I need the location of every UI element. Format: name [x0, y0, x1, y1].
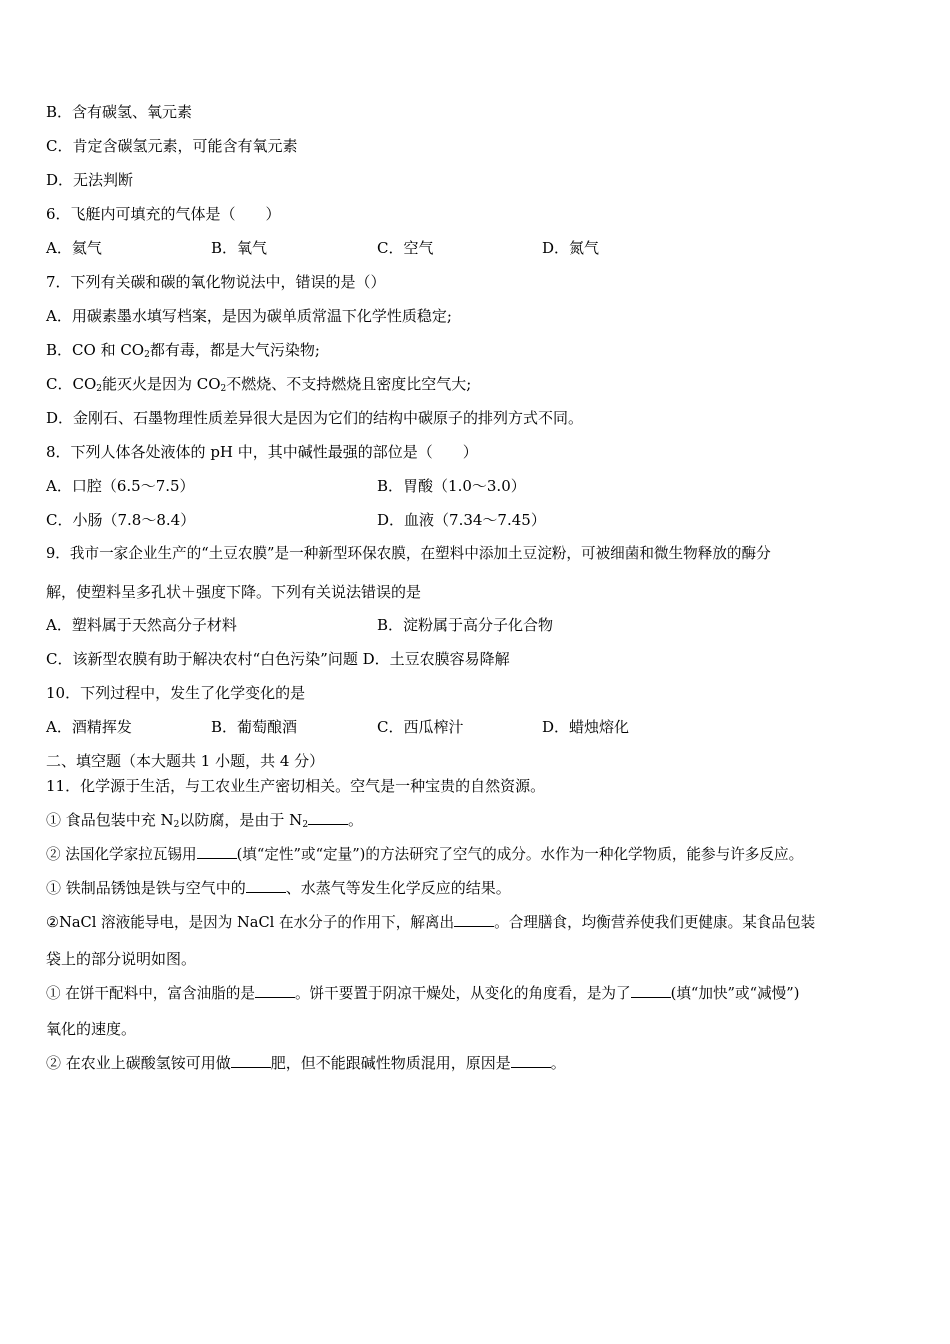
answer-blank[interactable] [197, 844, 237, 859]
q7-option-b: B．CO 和 $CO_2$都有毒，都是大气污染物; [46, 341, 320, 360]
q6-stem: 6．飞艇内可填充的气体是（ ） [46, 205, 281, 223]
q11-line-4: ②NaCl 溶液能导电，是因为 NaCl 在水分子的作用下，解离出 。合理膳食，均衡营养使我们更健康。某食品包装 [46, 914, 816, 931]
answer-blank[interactable] [255, 983, 295, 998]
q10-option-d: D．蜡烛熔化 [542, 718, 630, 736]
answer-blank[interactable] [631, 983, 671, 998]
answer-blank[interactable] [231, 1053, 271, 1068]
q11-intro: 11．化学源于生活，与工农业生产密切相关。空气是一种宝贵的自然资源。 [46, 777, 546, 795]
q6-option-c: C．空气 [377, 239, 434, 257]
q9-option-b: B．淀粉属于高分子化合物 [377, 616, 554, 634]
q9-stem-line1: 9．我市一家企业生产的“土豆农膜”是一种新型环保农膜，在塑料中添加土豆淀粉，可被细菌和微生物释放的酶分 [46, 545, 771, 562]
q5-option-b: B．含有碳氢、氧元素 [46, 103, 193, 121]
q8-option-b: B．胃酸（1.0～3.0） [377, 477, 526, 495]
q5-option-c: C．肯定含碳氢元素，可能含有氧元素 [46, 137, 298, 155]
q6-option-b: B．氧气 [211, 239, 268, 257]
answer-blank[interactable] [246, 878, 286, 893]
section2-title: 二、填空题（本大题共 1 小题，共 4 分） [46, 752, 325, 770]
answer-blank[interactable] [308, 810, 348, 825]
q10-option-a: A．酒精挥发 [46, 718, 132, 736]
q10-option-b: B．葡萄酿酒 [211, 718, 298, 736]
q9-option-cd: C．该新型农膜有助于解决农村“白色污染”问题 D．土豆农膜容易降解 [46, 650, 510, 668]
answer-blank[interactable] [454, 912, 494, 927]
q11-line-3: ① 铁制品锈蚀是铁与空气中的 、水蒸气等发生化学反应的结果。 [46, 879, 511, 897]
q11-line-5: 袋上的部分说明如图。 [46, 950, 197, 968]
q11-line-6: ① 在饼干配料中，富含油脂的是 。饼干要置于阴凉干燥处，从变化的角度看，是为了 (填“加快”或“减慢”) [46, 985, 800, 1002]
q5-option-d: D．无法判断 [46, 171, 134, 189]
q8-option-c: C．小肠（7.8～8.4） [46, 511, 196, 529]
q6-option-d: D．氮气 [542, 239, 600, 257]
q7-option-d: D．金刚石、石墨物理性质差异很大是因为它们的结构中碳原子的排列方式不同。 [46, 409, 584, 427]
q11-line-2: ② 法国化学家拉瓦锡用 (填“定性”或“定量”)的方法研究了空气的成分。水作为一种化学物质，能参与许多反应。 [46, 846, 804, 863]
q9-stem-line2: 解，使塑料呈多孔状＋强度下降。下列有关说法错误的是 [46, 583, 422, 601]
q10-option-c: C．西瓜榨汁 [377, 718, 464, 736]
answer-blank[interactable] [511, 1053, 551, 1068]
q11-line-7: 氧化的速度。 [46, 1020, 137, 1038]
q8-option-a: A．口腔（6.5～7.5） [46, 477, 195, 495]
q8-option-d: D．血液（7.34～7.45） [377, 511, 546, 529]
q6-option-a: A．氦气 [46, 239, 102, 257]
q8-stem: 8．下列人体各处液体的 pH 中，其中碱性最强的部位是（ ） [46, 443, 478, 461]
q7-option-a: A．用碳素墨水填写档案，是因为碳单质常温下化学性质稳定; [46, 307, 452, 325]
q10-stem: 10．下列过程中，发生了化学变化的是 [46, 684, 306, 702]
q11-line-1: ① 食品包装中充 $N_2$以防腐，是由于 $N_2$ 。 [46, 811, 364, 830]
q7-stem: 7．下列有关碳和碳的氧化物说法中，错误的是（） [46, 273, 386, 291]
q11-line-8: ② 在农业上碳酸氢铵可用做 肥，但不能跟碱性物质混用，原因是 。 [46, 1054, 566, 1072]
q7-option-c: C．$CO_2$能灭火是因为 $CO_2$不燃烧、不支持燃烧且密度比空气大; [46, 375, 472, 394]
q9-option-a: A．塑料属于天然高分子材料 [46, 616, 237, 634]
